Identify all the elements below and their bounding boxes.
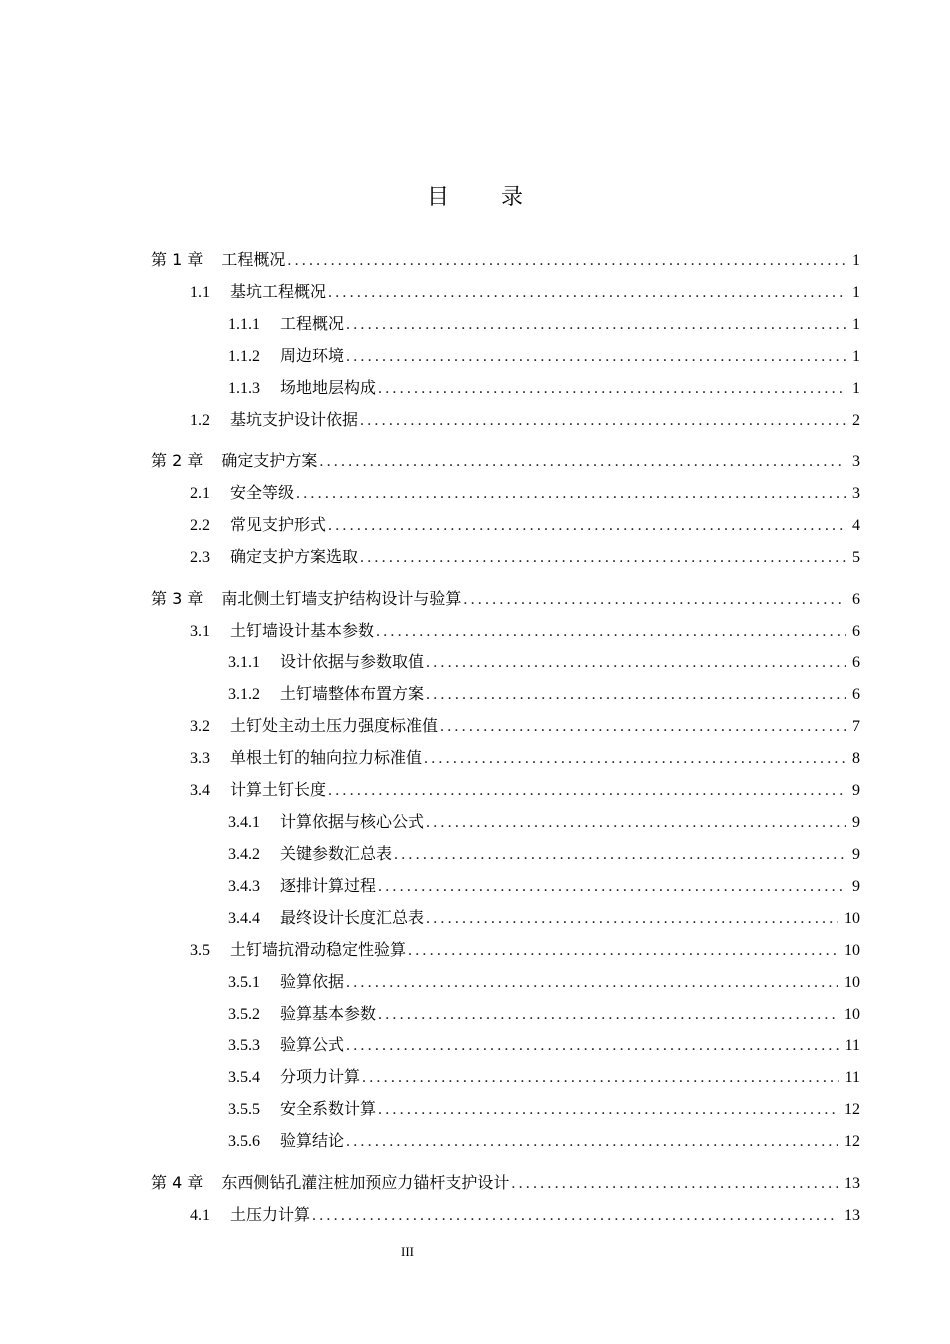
toc-entry-page: 3 [852, 453, 860, 470]
toc-entry[interactable] [228, 650, 860, 674]
toc-entry-page: 6 [852, 686, 860, 703]
toc-dot-leader [346, 1034, 839, 1058]
toc-dot-leader [511, 1172, 838, 1196]
toc-entry-title: 逐排计算过程 [280, 876, 377, 895]
toc-dot-leader [360, 546, 846, 570]
toc-dot-leader [328, 779, 846, 803]
toc-dot-leader [426, 811, 846, 835]
title-char-right: 录 [501, 185, 524, 210]
toc-entry-page: 9 [852, 814, 860, 831]
toc-entry[interactable] [151, 587, 860, 611]
page-number-footer: III [401, 1244, 414, 1259]
toc-entry[interactable] [228, 682, 860, 706]
toc-entry[interactable] [228, 344, 860, 368]
toc-dot-leader [362, 1066, 839, 1090]
toc-entry-number: 3.1.2 [228, 686, 260, 703]
toc-entry-number: 3.4.4 [228, 910, 260, 927]
toc-entry[interactable] [190, 513, 860, 537]
toc-entry-page: 6 [852, 623, 860, 640]
toc-entry-title: 验算结论 [280, 1131, 345, 1150]
toc-dot-leader [312, 1204, 838, 1228]
toc-dot-leader [287, 249, 846, 273]
toc-entry-title: 安全系数计算 [280, 1099, 377, 1118]
toc-entry-number: 第 2 章 [151, 451, 204, 470]
toc-entry-number: 3.2 [190, 718, 210, 735]
title-char-left: 目 [426, 185, 449, 210]
toc-entry-page: 13 [844, 1175, 860, 1192]
toc-entry-page: 7 [852, 718, 860, 735]
toc-entry-page: 10 [844, 1006, 860, 1023]
toc-entry-title: 计算依据与核心公式 [280, 812, 425, 831]
toc-entry-page: 11 [844, 1037, 860, 1054]
toc-entry-number: 1.1.1 [228, 316, 260, 333]
toc-entry[interactable] [228, 1065, 860, 1089]
toc-entry[interactable] [228, 842, 860, 866]
toc-dot-leader [296, 482, 846, 506]
toc-entry-number: 3.1 [190, 623, 210, 640]
toc-entry-page: 10 [844, 942, 860, 959]
toc-entry[interactable] [190, 746, 860, 770]
toc-dot-leader [346, 1130, 838, 1154]
toc-entry-number: 2.3 [190, 549, 210, 566]
toc-entry[interactable] [190, 778, 860, 802]
toc-entry-page: 3 [852, 485, 860, 502]
toc-entry-page: 1 [852, 348, 860, 365]
toc-dot-leader [426, 907, 838, 931]
toc-entry-number: 2.1 [190, 485, 210, 502]
toc-entry[interactable] [228, 376, 860, 400]
toc-entry[interactable] [228, 1129, 860, 1153]
toc-entry-number: 1.2 [190, 412, 210, 429]
toc-entry-number: 3.5.6 [228, 1133, 260, 1150]
toc-entry[interactable] [228, 810, 860, 834]
toc-entry-title: 验算基本参数 [280, 1004, 377, 1023]
toc-entry-page: 9 [852, 782, 860, 799]
toc-entry-title: 南北侧土钉墙支护结构设计与验算 [221, 589, 462, 608]
page-title [0, 180, 950, 211]
toc-dot-leader [426, 651, 846, 675]
toc-entry-page: 5 [852, 549, 860, 566]
toc-entry-title: 计算土钉长度 [230, 780, 327, 799]
toc-entry[interactable] [190, 938, 860, 962]
toc-entry-page: 2 [852, 412, 860, 429]
toc-dot-leader [319, 450, 846, 474]
toc-entry-number: 3.5.2 [228, 1006, 260, 1023]
toc-dot-leader [346, 313, 846, 337]
toc-entry-number: 2.2 [190, 517, 210, 534]
toc-entry-number: 第 4 章 [151, 1173, 204, 1192]
toc-entry-number: 1.1.2 [228, 348, 260, 365]
toc-entry-title: 确定支护方案选取 [230, 547, 359, 566]
toc-entry-title: 基坑支护设计依据 [230, 410, 359, 429]
toc-entry-page: 9 [852, 846, 860, 863]
toc-entry-page: 1 [852, 284, 860, 301]
toc-entry-page: 8 [852, 750, 860, 767]
toc-entry-title: 东西侧钻孔灌注桩加预应力锚杆支护设计 [221, 1173, 510, 1192]
toc-dot-leader [440, 715, 846, 739]
toc-entry[interactable] [151, 248, 860, 272]
toc-entry-title: 分项力计算 [280, 1067, 361, 1086]
toc-entry[interactable] [151, 449, 860, 473]
toc-entry-number: 第 1 章 [151, 250, 204, 269]
toc-dot-leader [424, 747, 846, 771]
toc-entry[interactable] [190, 1203, 860, 1227]
toc-dot-leader [463, 588, 846, 612]
toc-dot-leader [394, 843, 846, 867]
toc-dot-leader [360, 409, 846, 433]
toc-entry-title: 土钉墙整体布置方案 [280, 684, 425, 703]
toc-dot-leader [378, 875, 846, 899]
toc-entry[interactable] [151, 1171, 860, 1195]
toc-entry-title: 常见支护形式 [230, 515, 327, 534]
toc-entry-number: 3.5.3 [228, 1037, 260, 1054]
toc-entry[interactable] [190, 619, 860, 643]
toc-entry-number: 3.5.4 [228, 1069, 260, 1086]
toc-entry-page: 1 [852, 380, 860, 397]
toc-dot-leader [378, 1003, 838, 1027]
toc-entry-title: 设计依据与参数取值 [280, 652, 425, 671]
toc-entry-number: 第 3 章 [151, 589, 204, 608]
toc-entry-page: 9 [852, 878, 860, 895]
toc-entry[interactable] [228, 1002, 860, 1026]
toc-entry-number: 3.4 [190, 782, 210, 799]
toc-entry-title: 验算依据 [280, 972, 345, 991]
toc-dot-leader [328, 281, 846, 305]
toc-entry-page: 1 [852, 316, 860, 333]
toc-entry-page: 6 [852, 654, 860, 671]
toc-dot-leader [408, 939, 838, 963]
toc-entry-title: 关键参数汇总表 [280, 844, 393, 863]
toc-entry-page: 4 [852, 517, 860, 534]
toc-entry-title: 验算公式 [280, 1035, 345, 1054]
toc-entry-page: 11 [844, 1069, 860, 1086]
toc-entry-number: 1.1 [190, 284, 210, 301]
toc-entry-title: 安全等级 [230, 483, 295, 502]
toc-dot-leader [346, 345, 846, 369]
toc-entry-page: 10 [844, 910, 860, 927]
toc-dot-leader [426, 683, 846, 707]
toc-entry-title: 土钉墙抗滑动稳定性验算 [230, 940, 407, 959]
toc-entry[interactable] [228, 1097, 860, 1121]
toc-entry-number: 3.3 [190, 750, 210, 767]
toc-dot-leader [378, 377, 846, 401]
toc-entry-number: 3.4.2 [228, 846, 260, 863]
toc-entry-title: 周边环境 [280, 346, 345, 365]
toc-entry-number: 3.5.1 [228, 974, 260, 991]
toc-entry-number: 3.1.1 [228, 654, 260, 671]
toc-entry-title: 最终设计长度汇总表 [280, 908, 425, 927]
toc-entry[interactable] [190, 481, 860, 505]
toc-entry-number: 3.5.5 [228, 1101, 260, 1118]
toc-entry[interactable] [228, 970, 860, 994]
toc-dot-leader [378, 1098, 838, 1122]
toc-entry-title: 单根土钉的轴向拉力标准值 [230, 748, 423, 767]
toc-entry-title: 土钉墙设计基本参数 [230, 621, 375, 640]
toc-entry-number: 3.4.3 [228, 878, 260, 895]
toc-entry-page: 12 [844, 1133, 860, 1150]
toc-entry-page: 1 [852, 252, 860, 269]
toc-entry-title: 基坑工程概况 [230, 282, 327, 301]
toc-entry-number: 4.1 [190, 1207, 210, 1224]
toc-entry[interactable] [190, 408, 860, 432]
toc-entry-number: 1.1.3 [228, 380, 260, 397]
toc-entry-page: 12 [844, 1101, 860, 1118]
toc-entry-title: 土钉处主动土压力强度标准值 [230, 716, 439, 735]
toc-entry-page: 13 [844, 1207, 860, 1224]
toc-entry[interactable] [228, 874, 860, 898]
toc-entry-number: 3.5 [190, 942, 210, 959]
toc-entry-title: 工程概况 [280, 314, 345, 333]
toc-entry-title: 场地地层构成 [280, 378, 377, 397]
toc-dot-leader [346, 971, 838, 995]
toc-dot-leader [328, 514, 846, 538]
toc-entry-title: 土压力计算 [230, 1205, 311, 1224]
toc-entry[interactable] [228, 1033, 860, 1057]
toc-entry-number: 3.4.1 [228, 814, 260, 831]
toc-entry-page: 6 [852, 591, 860, 608]
toc-entry-title: 确定支护方案 [221, 451, 318, 470]
toc-entry-title: 工程概况 [221, 250, 286, 269]
toc-entry[interactable] [228, 906, 860, 930]
toc-entry-page: 10 [844, 974, 860, 991]
toc-dot-leader [376, 620, 846, 644]
toc-entry[interactable] [228, 312, 860, 336]
toc-entry[interactable] [190, 545, 860, 569]
toc-entry[interactable] [190, 714, 860, 738]
toc-entry[interactable] [190, 280, 860, 304]
